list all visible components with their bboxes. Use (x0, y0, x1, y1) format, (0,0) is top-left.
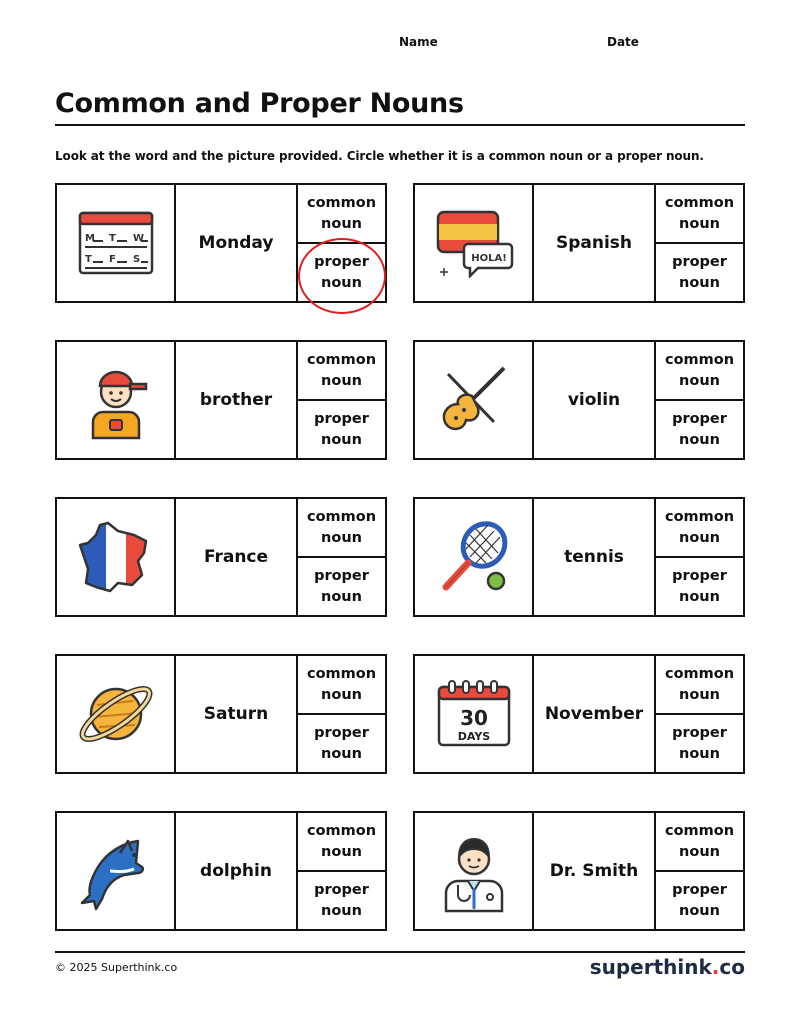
noun-card-november (413, 654, 745, 774)
option-text: proper (314, 724, 369, 741)
option-text: common (306, 822, 377, 839)
picture-cell (415, 656, 534, 772)
option-text: noun (679, 431, 720, 448)
option-text: noun (679, 529, 720, 546)
option-text: common (306, 508, 377, 525)
noun-word: Dr. Smith (534, 813, 656, 929)
option-text: common (664, 822, 735, 839)
noun-card-dolphin (55, 811, 387, 931)
option-text: common (306, 351, 377, 368)
noun-word: France (176, 499, 298, 615)
proper-noun-option[interactable] (656, 870, 743, 929)
noun-card-spanish (413, 183, 745, 303)
calendar-week-icon (77, 208, 155, 278)
france-map-icon (78, 519, 154, 595)
proper-noun-option[interactable] (656, 242, 743, 301)
noun-word: Saturn (176, 656, 298, 772)
date-label: Date (607, 35, 639, 49)
option-text: proper (672, 567, 727, 584)
picture-cell (57, 499, 176, 615)
answer-options (656, 499, 743, 615)
noun-card-tennis (413, 497, 745, 617)
option-text: common (664, 665, 735, 682)
tennis-racket-icon (434, 517, 514, 597)
calendar-30-days-icon (436, 679, 512, 749)
picture-cell (415, 342, 534, 458)
option-text: noun (679, 372, 720, 389)
answer-options (298, 499, 385, 615)
option-text: noun (321, 529, 362, 546)
option-text: noun (679, 215, 720, 232)
proper-noun-option[interactable] (298, 713, 385, 772)
option-text: proper (672, 881, 727, 898)
common-noun-option[interactable] (298, 499, 385, 556)
instructions: Look at the word and the picture provided. Circle whether it is a common noun or a proper noun. (55, 149, 704, 163)
noun-card-saturn (55, 654, 387, 774)
option-text: common (306, 194, 377, 211)
option-text: noun (321, 372, 362, 389)
common-noun-option[interactable] (656, 185, 743, 242)
noun-card-violin (413, 340, 745, 460)
answer-options (656, 342, 743, 458)
picture-cell (57, 185, 176, 301)
option-text: noun (679, 274, 720, 291)
noun-word: brother (176, 342, 298, 458)
noun-card-france (55, 497, 387, 617)
violin-icon (434, 360, 514, 440)
common-noun-option[interactable] (656, 342, 743, 399)
picture-cell (415, 813, 534, 929)
proper-noun-option[interactable] (298, 399, 385, 458)
proper-noun-option[interactable] (656, 399, 743, 458)
option-text: noun (679, 843, 720, 860)
common-noun-option[interactable] (656, 499, 743, 556)
option-text: noun (321, 745, 362, 762)
calendar-letter: S (132, 254, 140, 265)
picture-cell (57, 656, 176, 772)
answer-options (656, 813, 743, 929)
picture-cell (57, 813, 176, 929)
brand-dot: . (711, 955, 720, 979)
noun-word: tennis (534, 499, 656, 615)
calendar-days-text: DAYS (457, 730, 490, 743)
noun-card-brother (55, 340, 387, 460)
option-text: common (306, 665, 377, 682)
picture-cell (415, 185, 534, 301)
copyright: © 2025 Superthink.co (55, 961, 178, 974)
proper-noun-option[interactable] (298, 242, 385, 301)
noun-word: dolphin (176, 813, 298, 929)
common-noun-option[interactable] (298, 813, 385, 870)
common-noun-option[interactable] (298, 185, 385, 242)
option-text: common (664, 508, 735, 525)
doctor-icon (442, 829, 506, 913)
option-text: proper (314, 410, 369, 427)
title-divider (55, 124, 745, 126)
option-text: proper (314, 881, 369, 898)
proper-noun-option[interactable] (298, 870, 385, 929)
proper-noun-option[interactable] (298, 556, 385, 615)
option-text: common (664, 194, 735, 211)
noun-card-dr-smith (413, 811, 745, 931)
option-text: noun (679, 745, 720, 762)
option-text: noun (321, 686, 362, 703)
proper-noun-option[interactable] (656, 713, 743, 772)
brand-name: superthink (589, 955, 712, 979)
option-text: noun (321, 902, 362, 919)
boy-cap-icon (81, 360, 151, 440)
noun-word: November (534, 656, 656, 772)
noun-card-monday (55, 183, 387, 303)
option-text: proper (672, 253, 727, 270)
calendar-number: 30 (459, 706, 488, 730)
dolphin-icon (76, 831, 156, 911)
option-text: noun (321, 843, 362, 860)
answer-options (298, 185, 385, 301)
calendar-letter: F (108, 254, 116, 265)
noun-word: violin (534, 342, 656, 458)
answer-options (298, 342, 385, 458)
option-text: noun (679, 686, 720, 703)
name-label: Name (399, 35, 438, 49)
option-text: noun (321, 215, 362, 232)
option-text: noun (321, 274, 362, 291)
common-noun-option[interactable] (298, 342, 385, 399)
option-text: proper (314, 253, 369, 270)
answer-options (298, 813, 385, 929)
calendar-letter: T (84, 254, 92, 265)
proper-noun-option[interactable] (656, 556, 743, 615)
answer-options (656, 656, 743, 772)
noun-word: Monday (176, 185, 298, 301)
calendar-letter: W (132, 233, 144, 244)
common-noun-option[interactable] (656, 656, 743, 713)
option-text: noun (321, 431, 362, 448)
saturn-planet-icon (75, 673, 157, 755)
picture-cell (57, 342, 176, 458)
option-text: noun (679, 588, 720, 605)
option-text: noun (679, 902, 720, 919)
brand-logo (590, 955, 745, 979)
spanish-flag-speech-icon (434, 208, 514, 278)
option-text: noun (321, 588, 362, 605)
common-noun-option[interactable] (298, 656, 385, 713)
option-text: proper (672, 410, 727, 427)
footer-divider (55, 951, 745, 953)
noun-word: Spanish (534, 185, 656, 301)
answer-options (298, 656, 385, 772)
hola-text: HOLA! (470, 253, 507, 264)
option-text: proper (672, 724, 727, 741)
brand-tld: co (719, 955, 745, 979)
option-text: common (664, 351, 735, 368)
option-text: proper (314, 567, 369, 584)
answer-options (656, 185, 743, 301)
picture-cell (415, 499, 534, 615)
common-noun-option[interactable] (656, 813, 743, 870)
calendar-letter: M (84, 233, 95, 244)
calendar-letter: T (108, 233, 116, 244)
page-title: Common and Proper Nouns (55, 88, 464, 119)
